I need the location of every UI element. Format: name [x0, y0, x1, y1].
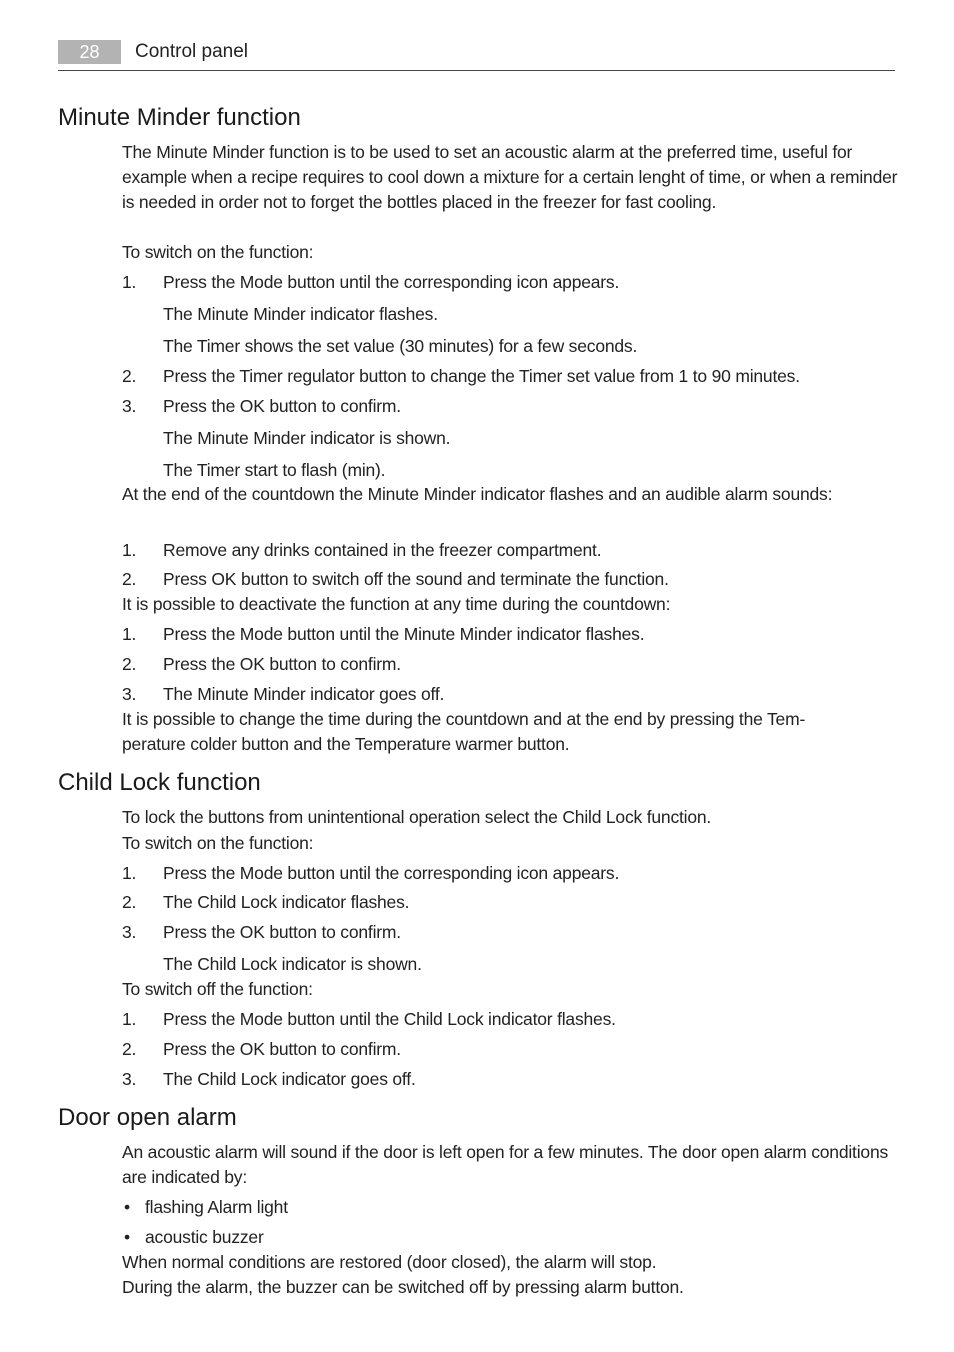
step-note: The Timer shows the set value (30 minutes) for a few seconds. [163, 336, 638, 356]
step-text: Press the Mode button until the corresponding icon appears. [163, 863, 620, 883]
page-number: 28 [58, 40, 121, 64]
step-number: 1. [122, 540, 137, 560]
list-item [122, 1225, 902, 1250]
step-number: 3. [122, 396, 137, 416]
door-alarm-intro: An acoustic alarm will sound if the door is left open for a few minutes. The door open alarm conditions are indicated by: [122, 1142, 889, 1187]
step-number: 2. [122, 1039, 137, 1059]
bullet-icon: • [124, 1227, 130, 1247]
list-item [122, 861, 902, 886]
minute-minder-switch-on-label: To switch on the function: [122, 242, 314, 262]
heading-door-open-alarm: Door open alarm [58, 1104, 237, 1131]
step-note: The Minute Minder indicator is shown. [163, 428, 451, 448]
step-number: 2. [122, 366, 137, 386]
list-item [122, 622, 902, 647]
step-number: 3. [122, 684, 137, 704]
step-text: Press the Mode button until the Minute Minder indicator flashes. [163, 624, 645, 644]
door-alarm-buzzer-text: During the alarm, the buzzer can be switched off by pressing alarm button. [122, 1277, 684, 1297]
list-item [122, 682, 902, 707]
list-item [122, 920, 902, 945]
step-number: 2. [122, 569, 137, 589]
list-item [122, 394, 902, 419]
step-number: 2. [122, 892, 137, 912]
step-number: 1. [122, 863, 137, 883]
step-text: Press the OK button to confirm. [163, 396, 401, 416]
bullet-text: flashing Alarm light [145, 1197, 288, 1217]
step-text: Remove any drinks contained in the freezer compartment. [163, 540, 602, 560]
list-item [122, 652, 902, 677]
step-text: The Child Lock indicator flashes. [163, 892, 410, 912]
step-number: 1. [122, 272, 137, 292]
step-number: 3. [122, 1069, 137, 1089]
heading-minute-minder: Minute Minder function [58, 104, 301, 131]
bullet-icon: • [124, 1197, 130, 1217]
deactivate-text: It is possible to deactivate the function at any time during the countdown: [122, 594, 671, 614]
door-alarm-restore-text: When normal conditions are restored (door closed), the alarm will stop. [122, 1252, 657, 1272]
heading-child-lock: Child Lock function [58, 769, 261, 796]
step-text: Press the OK button to confirm. [163, 922, 401, 942]
step-text: Press OK button to switch off the sound and terminate the function. [163, 569, 669, 589]
step-number: 3. [122, 922, 137, 942]
step-note: The Child Lock indicator is shown. [163, 954, 422, 974]
list-item [122, 890, 902, 915]
list-item [122, 1195, 902, 1220]
list-item [122, 270, 902, 295]
step-text: Press the Mode button until the Child Lock indicator flashes. [163, 1009, 616, 1029]
step-text: The Minute Minder indicator goes off. [163, 684, 445, 704]
bullet-text: acoustic buzzer [145, 1227, 264, 1247]
child-lock-switch-off-label: To switch off the function: [122, 979, 313, 999]
child-lock-intro: To lock the buttons from unintentional operation select the Child Lock function. [122, 807, 712, 827]
change-time-text-line1: It is possible to change the time during the countdown and at the end by pressing the Tem- [122, 709, 806, 729]
step-number: 1. [122, 624, 137, 644]
child-lock-switch-on-label: To switch on the function: [122, 833, 314, 853]
minute-minder-intro: The Minute Minder function is to be used to set an acoustic alarm at the preferred time, useful for example when a recipe requires to cool down a mixture for a certain lenght of time, or when a reminder is needed in order not to forget the bottles placed in the freezer for fast cooling. [122, 142, 898, 212]
list-item [122, 1007, 902, 1032]
step-note: The Timer start to flash (min). [163, 460, 386, 480]
list-item [122, 567, 902, 592]
step-text: Press the OK button to confirm. [163, 654, 401, 674]
list-item [122, 364, 902, 389]
step-number: 1. [122, 1009, 137, 1029]
change-time-text-line2: perature colder button and the Temperature warmer button. [122, 734, 570, 754]
list-item [122, 538, 902, 563]
step-note: The Minute Minder indicator flashes. [163, 304, 438, 324]
step-text: Press the Timer regulator button to change the Timer set value from 1 to 90 minutes. [163, 366, 800, 386]
countdown-end-text: At the end of the countdown the Minute Minder indicator flashes and an audible alarm sounds: [122, 484, 833, 504]
step-text: Press the Mode button until the corresponding icon appears. [163, 272, 620, 292]
step-number: 2. [122, 654, 137, 674]
list-item [122, 1067, 902, 1092]
step-text: The Child Lock indicator goes off. [163, 1069, 416, 1089]
list-item [122, 1037, 902, 1062]
step-text: Press the OK button to confirm. [163, 1039, 401, 1059]
running-header-section: Control panel [135, 41, 249, 62]
